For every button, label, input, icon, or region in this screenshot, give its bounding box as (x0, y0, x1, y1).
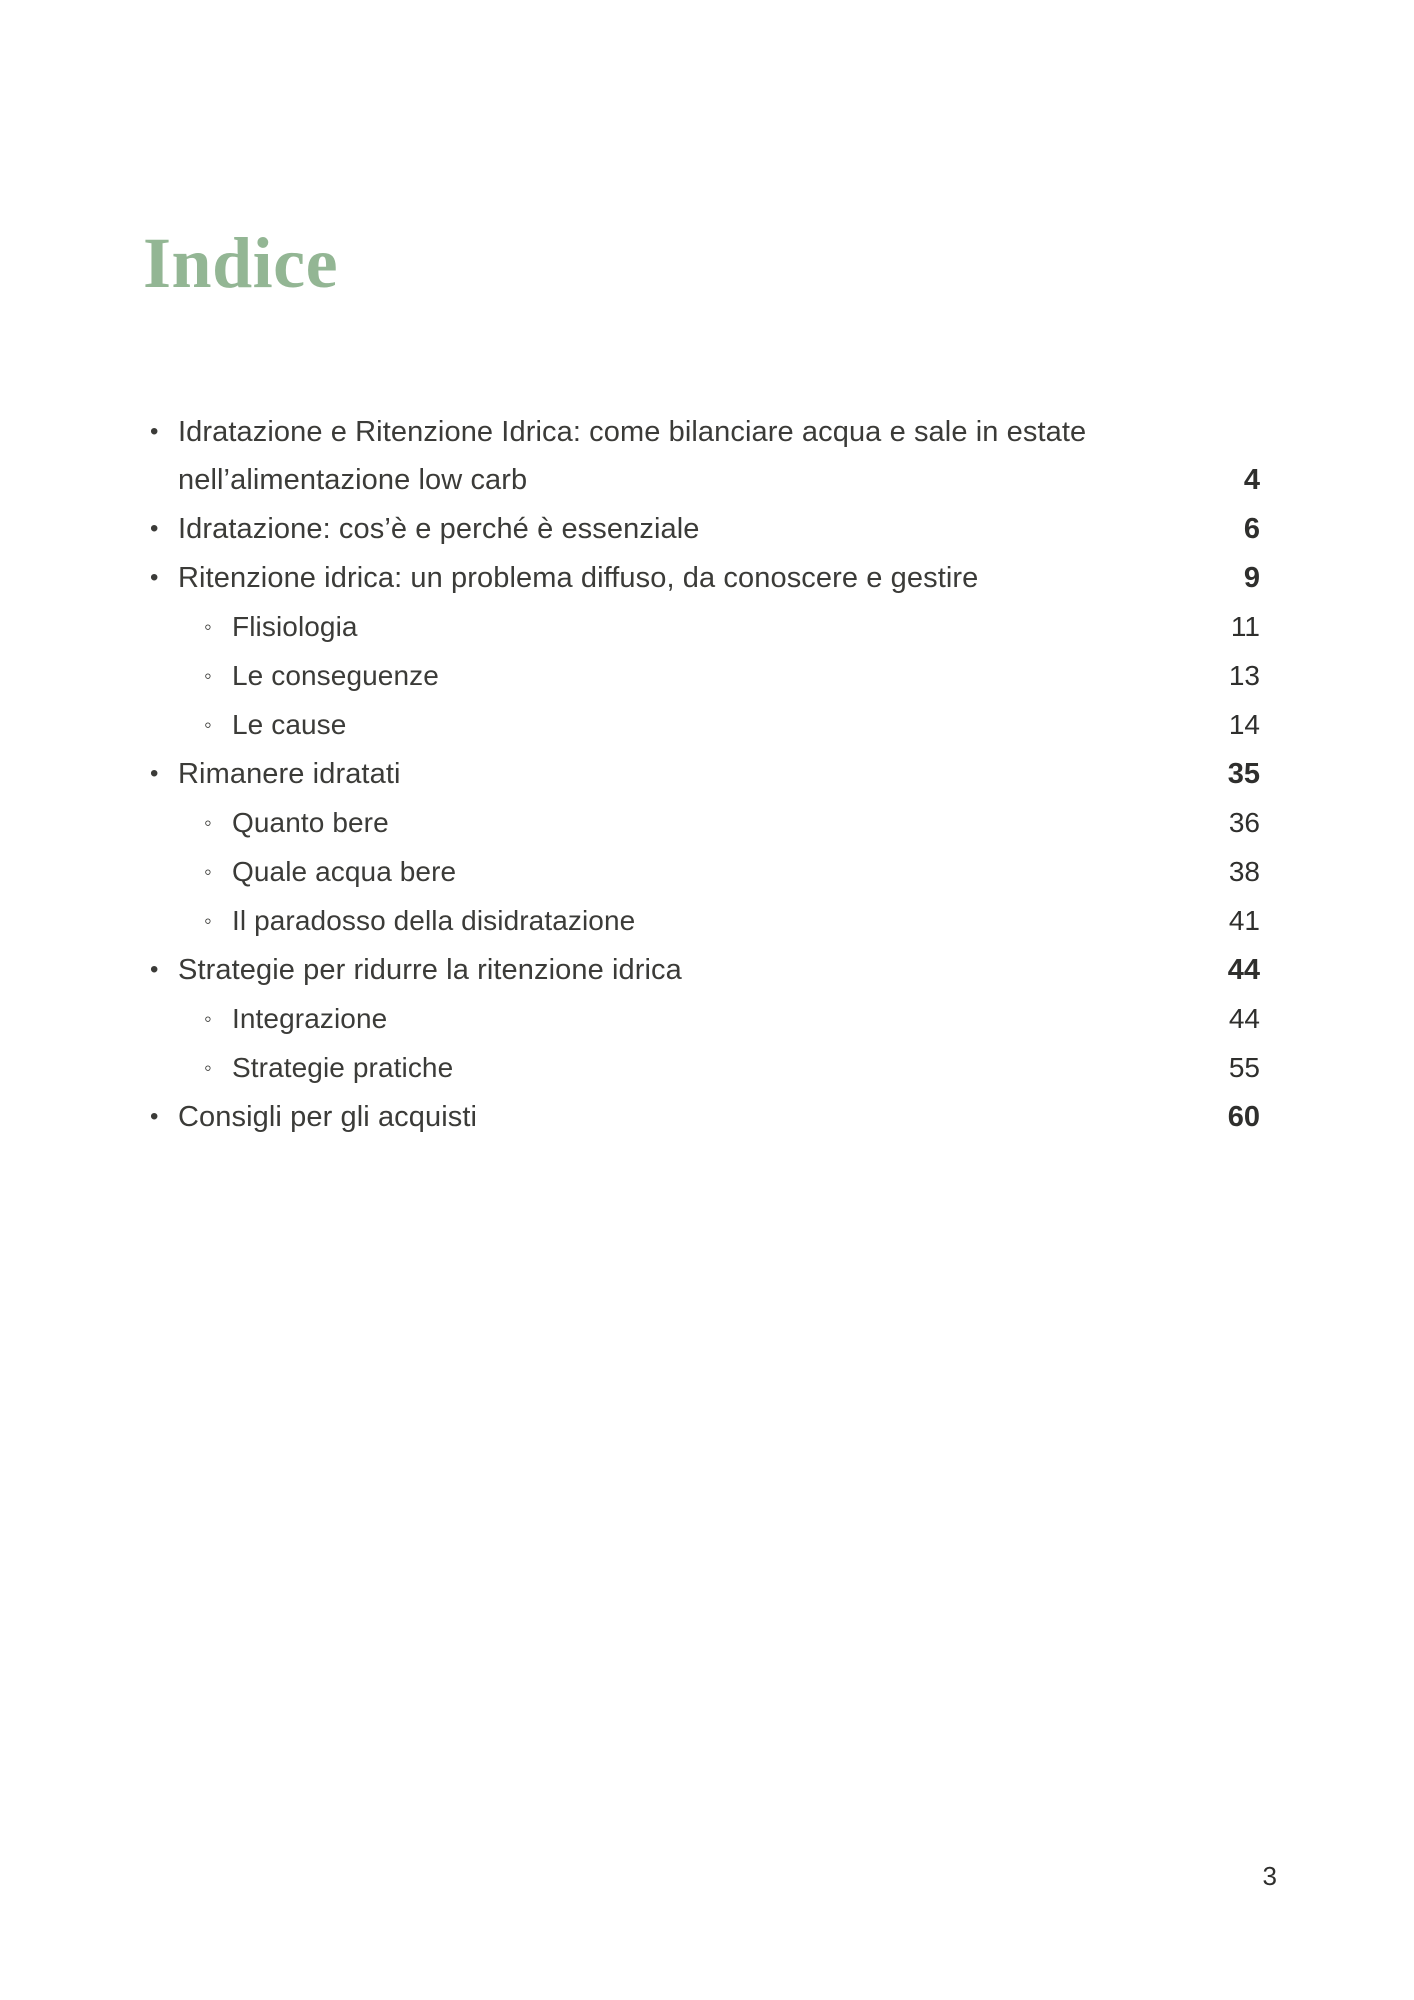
toc-entry[interactable] (150, 897, 1260, 945)
bullet-disc-icon (150, 946, 178, 994)
toc-entry-label-wrap (150, 554, 1180, 602)
bullet-circle-icon (204, 701, 232, 749)
toc-entry-page-number: 35 (1227, 758, 1260, 790)
toc-entry[interactable] (150, 946, 1260, 994)
toc-entry[interactable] (150, 848, 1260, 896)
toc-entry-label: Le cause (232, 709, 347, 740)
bullet-disc-icon (150, 505, 178, 553)
toc-entry-label: Strategie pratiche (232, 1052, 454, 1083)
toc-entry-label-wrap (204, 701, 1180, 749)
toc-entry[interactable] (150, 1093, 1260, 1141)
toc-entry-label: Il paradosso della disidratazione (232, 905, 636, 936)
toc-entry-page-number: 55 (1228, 1052, 1260, 1083)
toc-entry-label-wrap (204, 1044, 1180, 1092)
toc-entry-label-wrap (150, 1093, 1180, 1141)
toc-entry[interactable] (150, 750, 1260, 798)
toc-entry-label: Ritenzione idrica: un problema diffuso, da conoscere e gestire (178, 562, 979, 594)
toc-entry-label-wrap (150, 750, 1180, 798)
page-title: Indice (143, 223, 339, 304)
bullet-circle-icon (204, 603, 232, 651)
bullet-circle-icon (204, 799, 232, 847)
toc-entry-label-wrap (150, 946, 1180, 994)
toc-entry-page-number: 13 (1228, 660, 1260, 691)
bullet-circle-icon (204, 848, 232, 896)
toc-entry[interactable] (150, 995, 1260, 1043)
toc-entry[interactable] (150, 1044, 1260, 1092)
bullet-circle-icon (204, 652, 232, 700)
toc-entry-page-number: 14 (1228, 709, 1260, 740)
toc-entry-page-number: 38 (1228, 856, 1260, 887)
toc-entry-page-number: 11 (1230, 611, 1260, 642)
toc-entry-label: Integrazione (232, 1003, 388, 1034)
toc-entry-label: Le conseguenze (232, 660, 439, 691)
toc-entry-page-number: 4 (1243, 464, 1260, 496)
bullet-disc-icon (150, 408, 178, 456)
toc-entry[interactable] (150, 505, 1260, 553)
toc-entry[interactable] (150, 603, 1260, 651)
toc-entry-label: Consigli per gli acquisti (178, 1101, 478, 1133)
bullet-circle-icon (204, 897, 232, 945)
bullet-disc-icon (150, 554, 178, 602)
toc-entry-label-wrap (204, 995, 1180, 1043)
toc-entry-label: Idratazione e Ritenzione Idrica: come bilanciare acqua e sale in estate nell’alimentazione low carb (178, 416, 1087, 496)
bullet-circle-icon (204, 1044, 232, 1092)
toc-entry-page-number: 44 (1227, 954, 1260, 986)
bullet-disc-icon (150, 750, 178, 798)
bullet-disc-icon (150, 1093, 178, 1141)
toc-entry-label-wrap (204, 652, 1180, 700)
page-folio: 3 (1262, 1861, 1277, 1891)
toc-entry[interactable] (150, 701, 1260, 749)
toc-entry-label-wrap (150, 505, 1180, 553)
toc-entry-label-wrap (204, 603, 1180, 651)
table-of-contents (150, 408, 1260, 1142)
toc-entry-label: Flisiologia (232, 611, 358, 642)
toc-entry-label: Strategie per ridurre la ritenzione idrica (178, 954, 682, 986)
toc-entry-label: Quale acqua bere (232, 856, 457, 887)
toc-entry-label-wrap (204, 848, 1180, 896)
toc-list (150, 408, 1260, 1141)
toc-entry-page-number: 36 (1228, 807, 1260, 838)
toc-entry[interactable] (150, 652, 1260, 700)
toc-entry[interactable] (150, 799, 1260, 847)
toc-entry-label: Quanto bere (232, 807, 389, 838)
toc-entry-label: Rimanere idratati (178, 758, 401, 790)
toc-entry[interactable] (150, 554, 1260, 602)
toc-entry-page-number: 41 (1228, 905, 1260, 936)
toc-entry-label-wrap (204, 897, 1180, 945)
toc-entry-label-wrap (204, 799, 1180, 847)
toc-entry-label-wrap (150, 408, 1180, 504)
toc-entry-page-number: 60 (1227, 1101, 1260, 1133)
bullet-circle-icon (204, 995, 232, 1043)
toc-entry-label: Idratazione: cos’è e perché è essenziale (178, 513, 700, 545)
toc-entry-page-number: 44 (1228, 1003, 1260, 1034)
toc-entry[interactable] (150, 408, 1260, 504)
toc-entry-page-number: 6 (1243, 513, 1260, 545)
toc-entry-page-number: 9 (1243, 562, 1260, 594)
